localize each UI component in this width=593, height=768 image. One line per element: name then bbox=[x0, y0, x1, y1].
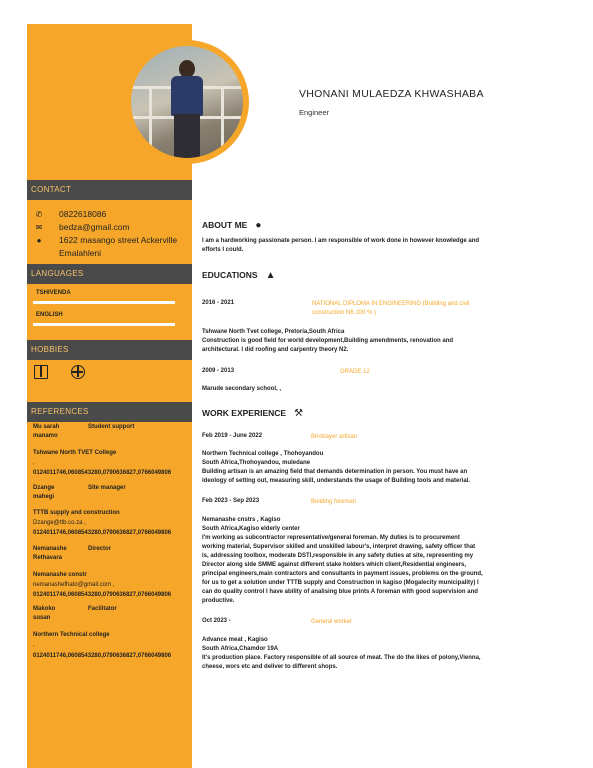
language-item: TSHIVENDA bbox=[36, 290, 71, 296]
contact-phone: ✆ 0822618086 bbox=[33, 209, 106, 219]
graduation-cap-icon: ▲ bbox=[265, 270, 276, 281]
references-section-title: REFERENCES bbox=[27, 402, 192, 422]
contact-address: ● 1622 masango street Ackerville bbox=[33, 235, 177, 245]
language-item: ENGLISH bbox=[36, 312, 63, 318]
location-pin-icon: ● bbox=[36, 236, 42, 245]
candidate-role: Engineer bbox=[299, 108, 330, 117]
phone-icon: ✆ bbox=[35, 210, 43, 219]
candidate-name: VHONANI MULAEDZA KHWASHABA bbox=[299, 88, 484, 100]
hobbies-section-title: HOBBIES bbox=[27, 340, 192, 360]
education-section-title: EDUCATIONS ▲ bbox=[202, 270, 276, 281]
person-icon: ● bbox=[255, 220, 262, 231]
experience-section-title: WORK EXPERIENCE ⚒ bbox=[202, 408, 304, 419]
languages-section-title: LANGUAGES bbox=[27, 264, 192, 284]
email-icon: ✉ bbox=[35, 223, 43, 232]
contact-section-title: CONTACT bbox=[27, 180, 192, 200]
contact-address-line2: Emalahleni bbox=[59, 248, 102, 258]
basketball-icon bbox=[71, 365, 85, 379]
about-text-line: I am a hardworking passionate person. I am responsible of work done in however knowledge and bbox=[202, 238, 480, 244]
about-text-line: efforts I could. bbox=[202, 247, 244, 253]
language-level-bar bbox=[33, 323, 175, 326]
profile-photo bbox=[131, 46, 243, 158]
about-section-title: ABOUT ME ● bbox=[202, 220, 262, 231]
wrench-icon: ⚒ bbox=[294, 408, 304, 419]
language-level-bar bbox=[33, 301, 175, 304]
contact-email[interactable]: ✉ bedza@gmail.com bbox=[33, 222, 130, 232]
book-icon bbox=[34, 365, 48, 379]
